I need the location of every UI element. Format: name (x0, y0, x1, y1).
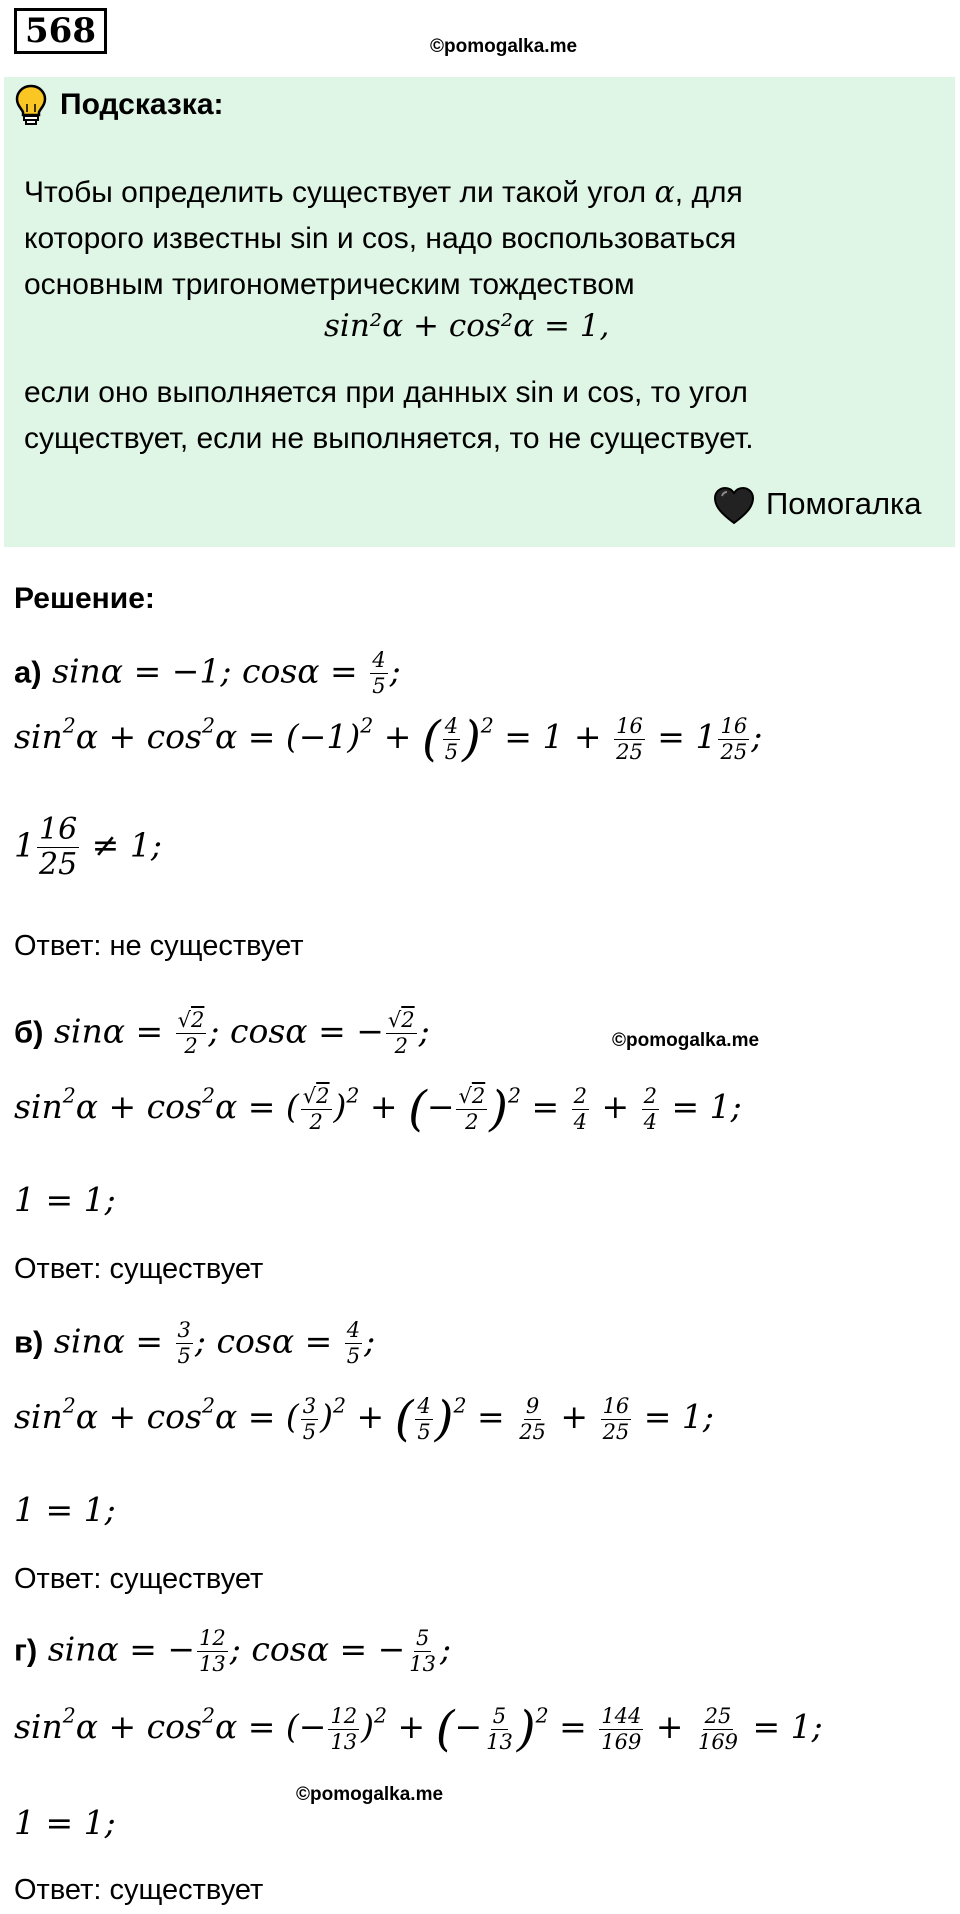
part-a-answer: Ответ: не существует (14, 930, 304, 962)
part-a-check: 1 $\frac{16}{25}$ ≠ 1; (14, 812, 162, 882)
part-b-calc: $\sin^2\alpha + \cos^2\alpha$ = ( $\frac{√2}{2}$ )$^2$ + (− $\frac{√2}{2}$ )$^2$ = $\frac{2}{4}$ + $\frac{2}{4}$ = 1; (14, 1081, 742, 1137)
part-a-calc: $\sin^2\alpha + \cos^2\alpha = (-1)^2$ + ( $\frac{4}{5}$ )$^2$ = 1 + $\frac{16}{25}$ = 1 $\frac{16}{25}$ ; (14, 711, 763, 767)
task-number: 568 (14, 8, 107, 54)
hint-formula: sin²α + cos²α = 1, (324, 308, 610, 344)
part-d-given: г) sinα = − $\frac{12}{13}$ ; cosα = − $\frac{5}{13}$ ; (14, 1626, 452, 1676)
part-b-given: б) sinα = $\frac{√2}{2}$ ; cosα = − $\frac{√2}{2}$ ; (14, 1008, 430, 1058)
part-b-check: 1 = 1; (14, 1180, 116, 1219)
brand-name: Помогалка (766, 486, 922, 521)
watermark-top: ©pomogalka.me (430, 36, 578, 57)
lightbulb-icon (14, 84, 48, 131)
part-c-check: 1 = 1; (14, 1490, 116, 1529)
hint-line-1: Чтобы определить существует ли такой угол α, для (24, 175, 743, 210)
part-a-given: а) sinα = −1; cosα = $\frac{4}{5}$ ; (14, 648, 401, 698)
part-d-calc: $\sin^2\alpha + \cos^2\alpha$ = (− $\frac{12}{13}$ )$^2$ + (− $\frac{5}{13}$ )$^2$ = $\frac{144}{169}$ + $\frac{25}{169}$ = 1; (14, 1701, 823, 1757)
part-c-answer: Ответ: существует (14, 1563, 264, 1595)
hint-line-3: основным тригонометрическим тождеством (24, 268, 635, 301)
hint-title: Подсказка: (60, 88, 224, 121)
part-c-given: в) sinα = $\frac{3}{5}$ ; cosα = $\frac{4}{5}$ ; (14, 1318, 376, 1368)
part-d-answer: Ответ: существует (14, 1874, 264, 1906)
hint-line-5: существует, если не выполняется, то не существует. (24, 422, 754, 455)
watermark-bottom: ©pomogalka.me (296, 1784, 444, 1805)
hint-line-4: если оно выполняется при данных sin и cos, то угол (24, 376, 748, 409)
part-c-calc: $\sin^2\alpha + \cos^2\alpha$ = ( $\frac{3}{5}$ )$^2$ + ( $\frac{4}{5}$ )$^2$ = $\frac{9}{25}$ + $\frac{16}{25}$ = 1; (14, 1391, 715, 1447)
solution-title: Решение: (14, 582, 155, 615)
hint-line-2: которого известны sin и cos, надо воспользоваться (24, 222, 737, 255)
part-b-answer: Ответ: существует (14, 1253, 264, 1285)
part-d-check: 1 = 1; (14, 1803, 116, 1842)
watermark-middle: ©pomogalka.me (612, 1030, 760, 1051)
heart-icon (712, 486, 756, 531)
